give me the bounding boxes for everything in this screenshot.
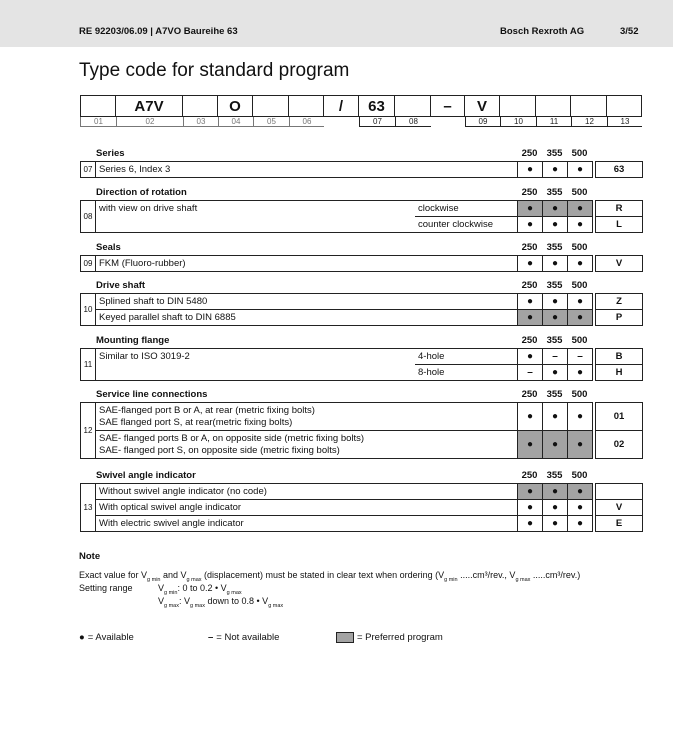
available-dot-icon: ● [517, 515, 543, 532]
size-header: 500 [571, 187, 588, 198]
setting-range-max [158, 596, 283, 609]
available-dot-icon: ● [567, 430, 593, 459]
available-dot-icon: ● [567, 293, 593, 310]
legend-available-label: = Available [87, 632, 134, 643]
available-dot-icon: ● [517, 161, 543, 178]
type-code-cell [536, 95, 571, 117]
size-header: 500 [571, 242, 588, 253]
type-code-position: 07 [359, 117, 395, 127]
type-code-position: 06 [289, 117, 324, 127]
available-dot-icon: ● [542, 200, 568, 217]
option-description: with view on drive shaft [95, 200, 518, 233]
position-number: 13 [80, 483, 96, 532]
note-text-segment: (displacement) must be stated in clear text when ordering (V [201, 570, 445, 580]
size-header: 500 [571, 280, 588, 291]
size-header: 250 [521, 280, 538, 291]
type-code-position: 03 [183, 117, 218, 127]
position-number: 11 [80, 348, 96, 381]
available-dot-icon: ● [542, 499, 568, 516]
note-text-segment: down to 0.8 • V [205, 596, 269, 606]
subscript: g max [164, 602, 179, 609]
available-dot-icon: ● [567, 216, 593, 233]
type-code-cell: O [218, 95, 253, 117]
available-dot-icon: ● [567, 483, 593, 500]
type-code-cell: / [324, 95, 359, 117]
available-dot-icon: ● [567, 161, 593, 178]
available-dot-icon: ● [517, 499, 543, 516]
available-dot-icon: ● [517, 309, 543, 326]
size-header: 250 [521, 242, 538, 253]
section-title: Mounting flange [96, 335, 170, 346]
order-code: P [595, 309, 643, 326]
note-text-segment: V [158, 583, 165, 593]
available-dot-icon: ● [542, 255, 568, 272]
option-description: Keyed parallel shaft to DIN 6885 [95, 309, 518, 326]
subscript: g max [186, 576, 202, 583]
size-header: 250 [521, 187, 538, 198]
size-header: 250 [521, 389, 538, 400]
available-dot-icon: ● [542, 309, 568, 326]
available-dot-icon: ● [517, 348, 543, 365]
size-header: 355 [546, 280, 563, 291]
type-code-position: 04 [218, 117, 253, 127]
not-available-dash-icon: – [542, 348, 568, 365]
subscript: g max [226, 589, 242, 596]
subscript: g min [164, 589, 178, 596]
type-code-cell: 63 [359, 95, 395, 117]
note-heading: Note [79, 551, 101, 562]
legend-not-available-label: = Not available [216, 632, 280, 643]
type-code-cell: A7V [116, 95, 183, 117]
available-dot-icon: ● [517, 293, 543, 310]
not-available-dash-icon: – [567, 348, 593, 365]
option-description: With optical swivel angle indicator [95, 499, 518, 516]
type-code-cell [289, 95, 324, 117]
available-dot-icon: ● [567, 309, 593, 326]
type-code-position: 01 [80, 117, 116, 127]
size-header: 355 [546, 187, 563, 198]
size-header: 250 [521, 335, 538, 346]
available-dot-icon: ● [542, 430, 568, 459]
legend-preferred-label: = Preferred program [357, 632, 443, 643]
legend-available [79, 632, 134, 643]
section-title: Drive shaft [96, 280, 146, 291]
type-code-position: 11 [536, 117, 571, 127]
position-number: 12 [80, 402, 96, 459]
available-dot-icon: ● [567, 255, 593, 272]
option-variant: clockwise [415, 200, 518, 217]
type-code-position: 13 [607, 117, 642, 127]
position-number: 07 [80, 161, 96, 178]
subscript: g min [147, 576, 161, 583]
filled-dot-icon: ● [79, 632, 85, 643]
size-header: 355 [546, 335, 563, 346]
option-description: SAE-flanged port B or A, at rear (metric fixing bolts) SAE flanged port S, at rear(metric fixing bolts) [95, 402, 518, 431]
dash-icon: – [208, 632, 214, 643]
size-header: 500 [571, 389, 588, 400]
note-text-segment: : V [179, 596, 191, 606]
note-text-segment: .....cm³/rev.) [530, 570, 581, 580]
size-header: 250 [521, 470, 538, 481]
type-code-cell [571, 95, 607, 117]
available-dot-icon: ● [567, 200, 593, 217]
order-code: Z [595, 293, 643, 310]
order-code: L [595, 216, 643, 233]
type-code-cell [183, 95, 218, 117]
available-dot-icon: ● [542, 293, 568, 310]
order-code: 02 [595, 430, 643, 459]
order-code: E [595, 515, 643, 532]
section-title: Seals [96, 242, 121, 253]
size-header: 250 [521, 148, 538, 159]
type-code-position: 10 [500, 117, 536, 127]
note-text-segment: V [158, 596, 165, 606]
option-variant: 4-hole [415, 348, 518, 365]
note-text-segment: : 0 to 0.2 • V [177, 583, 227, 593]
position-number: 08 [80, 200, 96, 233]
page-header [0, 0, 673, 47]
available-dot-icon: ● [517, 430, 543, 459]
type-code-cell: V [465, 95, 500, 117]
available-dot-icon: ● [542, 216, 568, 233]
option-description: With electric swivel angle indicator [95, 515, 518, 532]
available-dot-icon: ● [517, 402, 543, 431]
subscript: g max [190, 602, 205, 609]
size-header: 500 [571, 148, 588, 159]
option-variant: counter clockwise [415, 216, 518, 233]
option-description: Without swivel angle indicator (no code) [95, 483, 518, 500]
available-dot-icon: ● [567, 499, 593, 516]
order-code: 01 [595, 402, 643, 431]
section-title: Swivel angle indicator [96, 470, 196, 481]
option-description: Splined shaft to DIN 5480 [95, 293, 518, 310]
type-code-cell: – [431, 95, 465, 117]
available-dot-icon: ● [542, 402, 568, 431]
available-dot-icon: ● [517, 200, 543, 217]
order-code [595, 483, 643, 500]
size-header: 500 [571, 470, 588, 481]
available-dot-icon: ● [542, 161, 568, 178]
type-code-cell [80, 95, 116, 117]
available-dot-icon: ● [517, 483, 543, 500]
size-header: 355 [546, 148, 563, 159]
type-code-cell [607, 95, 642, 117]
option-description: SAE- flanged ports B or A, on opposite side (metric fixing bolts) SAE- flanged port S, on opposite side (metric fixing bolts) [95, 430, 518, 459]
order-code: B [595, 348, 643, 365]
document-reference: RE 92203/06.09 | A7VO Baureihe 63 [79, 26, 238, 37]
note-text-segment: Exact value for V [79, 570, 148, 580]
available-dot-icon: ● [567, 515, 593, 532]
size-header: 355 [546, 470, 563, 481]
position-number: 09 [80, 255, 96, 272]
order-code: V [595, 255, 643, 272]
note-text-segment: and V [160, 570, 187, 580]
subscript: g max [515, 576, 531, 583]
legend-preferred [336, 632, 443, 643]
position-number: 10 [80, 293, 96, 326]
type-code-position: 02 [116, 117, 183, 127]
section-title: Direction of rotation [96, 187, 187, 198]
type-code-cell [253, 95, 289, 117]
available-dot-icon: ● [567, 364, 593, 381]
preferred-swatch-icon [336, 632, 354, 643]
available-dot-icon: ● [542, 364, 568, 381]
size-header: 500 [571, 335, 588, 346]
available-dot-icon: ● [517, 216, 543, 233]
option-description: Similar to ISO 3019-2 [95, 348, 518, 381]
subscript: g max [268, 602, 284, 609]
order-code: 63 [595, 161, 643, 178]
order-code: H [595, 364, 643, 381]
size-header: 355 [546, 389, 563, 400]
available-dot-icon: ● [567, 402, 593, 431]
available-dot-icon: ● [542, 483, 568, 500]
type-code-position: 05 [253, 117, 289, 127]
company-name: Bosch Rexroth AG [500, 26, 585, 37]
page-title: Type code for standard program [79, 60, 350, 81]
order-code: R [595, 200, 643, 217]
option-description: FKM (Fluoro-rubber) [95, 255, 518, 272]
option-variant: 8-hole [415, 364, 518, 381]
type-code-position: 12 [571, 117, 607, 127]
option-description: Series 6, Index 3 [95, 161, 518, 178]
setting-range-min [158, 583, 242, 596]
note-text-segment: .....cm³/rev., V [457, 570, 516, 580]
type-code-position: 08 [395, 117, 431, 127]
setting-range-label: Setting range [79, 583, 133, 593]
order-code: V [595, 499, 643, 516]
legend-not-available [208, 632, 279, 643]
available-dot-icon: ● [517, 255, 543, 272]
page-number: 3/52 [620, 26, 639, 37]
type-code-position: 09 [465, 117, 500, 127]
size-header: 355 [546, 242, 563, 253]
subscript: g min [444, 576, 458, 583]
section-title: Series [96, 148, 125, 159]
section-title: Service line connections [96, 389, 208, 400]
not-available-dash-icon: – [517, 364, 543, 381]
type-code-cell [395, 95, 431, 117]
available-dot-icon: ● [542, 515, 568, 532]
note-text [79, 570, 580, 583]
type-code-cell [500, 95, 536, 117]
